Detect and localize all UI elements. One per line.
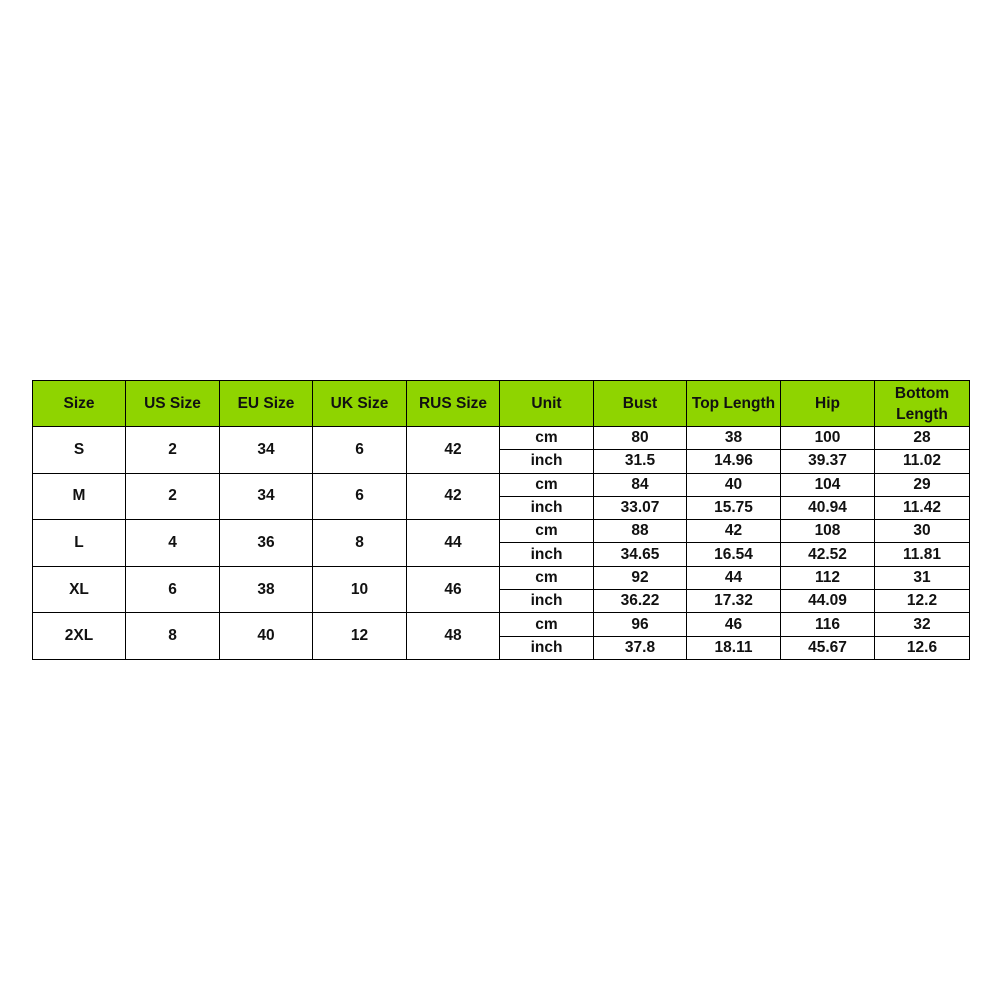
table-row bbox=[33, 473, 970, 496]
header-uk-size: UK Size bbox=[313, 381, 407, 427]
cell-bottom-length: 32 bbox=[875, 613, 970, 636]
table-row bbox=[33, 566, 970, 589]
cell-size: S bbox=[33, 427, 126, 474]
cell-bottom-length: 11.81 bbox=[875, 543, 970, 566]
cell-top-length: 38 bbox=[687, 427, 781, 450]
cell-us-size: 2 bbox=[126, 427, 220, 474]
cell-eu-size: 34 bbox=[220, 427, 313, 474]
cell-hip: 44.09 bbox=[781, 590, 875, 613]
header-hip: Hip bbox=[781, 381, 875, 427]
cell-uk-size: 12 bbox=[313, 613, 407, 660]
cell-rus-size: 46 bbox=[407, 566, 500, 613]
cell-size: XL bbox=[33, 566, 126, 613]
table-row bbox=[33, 613, 970, 636]
cell-bust: 96 bbox=[594, 613, 687, 636]
cell-bust: 34.65 bbox=[594, 543, 687, 566]
cell-hip: 39.37 bbox=[781, 450, 875, 473]
size-chart-table bbox=[32, 380, 970, 660]
cell-rus-size: 44 bbox=[407, 520, 500, 567]
cell-size: 2XL bbox=[33, 613, 126, 660]
cell-bust: 88 bbox=[594, 520, 687, 543]
cell-top-length: 46 bbox=[687, 613, 781, 636]
table-body bbox=[33, 427, 970, 660]
cell-bust: 37.8 bbox=[594, 636, 687, 659]
cell-bottom-length: 29 bbox=[875, 473, 970, 496]
cell-top-length: 16.54 bbox=[687, 543, 781, 566]
cell-rus-size: 42 bbox=[407, 473, 500, 520]
cell-unit: cm bbox=[500, 613, 594, 636]
cell-us-size: 6 bbox=[126, 566, 220, 613]
cell-size: L bbox=[33, 520, 126, 567]
cell-uk-size: 8 bbox=[313, 520, 407, 567]
cell-bottom-length: 11.02 bbox=[875, 450, 970, 473]
cell-bust: 36.22 bbox=[594, 590, 687, 613]
cell-size: M bbox=[33, 473, 126, 520]
cell-unit: cm bbox=[500, 566, 594, 589]
cell-bottom-length: 30 bbox=[875, 520, 970, 543]
cell-hip: 40.94 bbox=[781, 496, 875, 519]
cell-bottom-length: 31 bbox=[875, 566, 970, 589]
cell-unit: cm bbox=[500, 473, 594, 496]
table-row bbox=[33, 427, 970, 450]
table-row bbox=[33, 520, 970, 543]
cell-hip: 45.67 bbox=[781, 636, 875, 659]
header-bottom-length: Bottom Length bbox=[875, 381, 970, 427]
cell-unit: inch bbox=[500, 590, 594, 613]
cell-bust: 80 bbox=[594, 427, 687, 450]
cell-hip: 42.52 bbox=[781, 543, 875, 566]
cell-unit: cm bbox=[500, 427, 594, 450]
cell-bottom-length: 28 bbox=[875, 427, 970, 450]
header-size: Size bbox=[33, 381, 126, 427]
cell-bust: 84 bbox=[594, 473, 687, 496]
cell-bottom-length: 12.2 bbox=[875, 590, 970, 613]
cell-eu-size: 34 bbox=[220, 473, 313, 520]
cell-top-length: 42 bbox=[687, 520, 781, 543]
cell-rus-size: 42 bbox=[407, 427, 500, 474]
cell-rus-size: 48 bbox=[407, 613, 500, 660]
cell-uk-size: 10 bbox=[313, 566, 407, 613]
cell-unit: inch bbox=[500, 496, 594, 519]
header-us-size: US Size bbox=[126, 381, 220, 427]
cell-eu-size: 36 bbox=[220, 520, 313, 567]
cell-uk-size: 6 bbox=[313, 427, 407, 474]
cell-top-length: 18.11 bbox=[687, 636, 781, 659]
header-bust: Bust bbox=[594, 381, 687, 427]
cell-unit: inch bbox=[500, 450, 594, 473]
cell-bust: 31.5 bbox=[594, 450, 687, 473]
cell-unit: cm bbox=[500, 520, 594, 543]
cell-hip: 100 bbox=[781, 427, 875, 450]
cell-bottom-length: 12.6 bbox=[875, 636, 970, 659]
cell-us-size: 2 bbox=[126, 473, 220, 520]
cell-top-length: 44 bbox=[687, 566, 781, 589]
cell-hip: 116 bbox=[781, 613, 875, 636]
cell-eu-size: 38 bbox=[220, 566, 313, 613]
cell-hip: 104 bbox=[781, 473, 875, 496]
cell-hip: 112 bbox=[781, 566, 875, 589]
cell-bottom-length: 11.42 bbox=[875, 496, 970, 519]
cell-top-length: 17.32 bbox=[687, 590, 781, 613]
header-top-length: Top Length bbox=[687, 381, 781, 427]
cell-top-length: 14.96 bbox=[687, 450, 781, 473]
header-rus-size: RUS Size bbox=[407, 381, 500, 427]
header-eu-size: EU Size bbox=[220, 381, 313, 427]
cell-hip: 108 bbox=[781, 520, 875, 543]
cell-uk-size: 6 bbox=[313, 473, 407, 520]
cell-bust: 33.07 bbox=[594, 496, 687, 519]
cell-unit: inch bbox=[500, 543, 594, 566]
cell-top-length: 40 bbox=[687, 473, 781, 496]
cell-bust: 92 bbox=[594, 566, 687, 589]
cell-unit: inch bbox=[500, 636, 594, 659]
cell-us-size: 4 bbox=[126, 520, 220, 567]
table-header-row bbox=[33, 381, 970, 427]
header-unit: Unit bbox=[500, 381, 594, 427]
cell-us-size: 8 bbox=[126, 613, 220, 660]
cell-top-length: 15.75 bbox=[687, 496, 781, 519]
cell-eu-size: 40 bbox=[220, 613, 313, 660]
